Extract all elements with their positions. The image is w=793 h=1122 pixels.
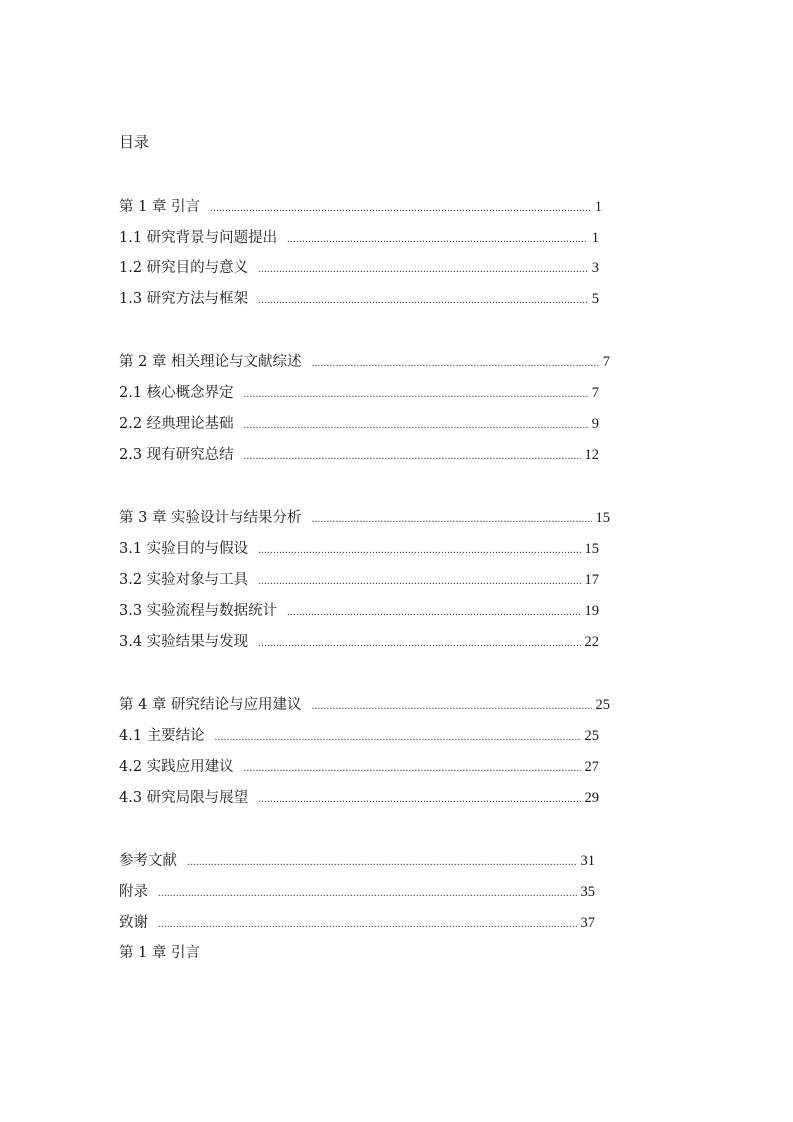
toc-entry-appendix[interactable]: [119, 882, 595, 902]
leader-dots: [158, 884, 577, 904]
toc-entry-page: 31: [580, 853, 595, 869]
leader-dots: [258, 291, 588, 311]
toc-title: 目录: [119, 133, 150, 151]
toc-entry-page: 27: [584, 759, 599, 775]
toc-entry-label: 3.1 实验目的与假设: [119, 541, 249, 557]
toc-entry-label: 参考文献: [119, 853, 177, 869]
toc-entry-label: 2.3 现有研究总结: [119, 447, 234, 463]
leader-dots: [258, 541, 580, 561]
toc-entry-label: 2.2 经典理论基础: [119, 416, 234, 432]
toc-entry-label: 4.3 研究局限与展望: [119, 790, 249, 806]
toc-entry-page: 19: [584, 603, 599, 619]
leader-dots: [244, 385, 588, 405]
toc-entry-chapter-4[interactable]: [119, 695, 610, 715]
toc-entry-label: 2.1 核心概念界定: [119, 385, 234, 401]
toc-entry-label: 3.2 实验对象与工具: [119, 572, 249, 588]
toc-entry-page: 15: [595, 510, 610, 526]
leader-dots: [258, 634, 580, 654]
toc-entry-label: 第 1 章 引言: [119, 199, 201, 215]
toc-entry-page: 29: [584, 790, 599, 806]
toc-entry-page: 1: [594, 199, 602, 215]
toc-entry-section-3-4[interactable]: [119, 632, 599, 652]
toc-entry-page: 22: [584, 634, 599, 650]
toc-entry-label: 1.3 研究方法与框架: [119, 291, 249, 307]
toc-entry-label: 致谢: [119, 915, 148, 931]
toc-entry-section-4-2[interactable]: [119, 757, 599, 777]
toc-entry-section-2-2[interactable]: [119, 414, 599, 434]
toc-entry-page: 3: [591, 260, 599, 276]
toc-entry-page: 12: [584, 447, 599, 463]
leader-dots: [287, 230, 588, 250]
toc-entry-label: 第 3 章 实验设计与结果分析: [119, 510, 302, 526]
toc-entry-label: 第 4 章 研究结论与应用建议: [119, 697, 302, 713]
toc-entry-label: 附录: [119, 884, 148, 900]
leader-dots: [312, 697, 592, 717]
toc-entry-page: 25: [584, 728, 599, 744]
toc-entry-label: 3.3 实验流程与数据统计: [119, 603, 278, 619]
toc-entry-page: 7: [591, 385, 599, 401]
toc-entry-label: 4.1 主要结论: [119, 728, 205, 744]
toc-entry-chapter-1[interactable]: [119, 197, 602, 217]
toc-entry-section-1-2[interactable]: [119, 258, 599, 278]
toc-entry-page: 5: [591, 291, 599, 307]
toc-entry-section-2-1[interactable]: [119, 383, 599, 403]
toc-entry-page: 1: [591, 230, 599, 246]
toc-entry-page: 15: [584, 541, 599, 557]
leader-dots: [158, 915, 577, 935]
leader-dots: [244, 447, 581, 467]
toc-entry-label: 1.1 研究背景与问题提出: [119, 230, 278, 246]
toc-entry-label: 3.4 实验结果与发现: [119, 634, 249, 650]
toc-entry-label: 第 2 章 相关理论与文献综述: [119, 354, 302, 370]
leader-dots: [258, 260, 588, 280]
toc-entry-section-3-3[interactable]: [119, 601, 599, 621]
leader-dots: [244, 759, 581, 779]
leader-dots: [312, 354, 599, 374]
toc-entry-label: 1.2 研究目的与意义: [119, 260, 249, 276]
leader-dots: [210, 199, 591, 219]
leader-dots: [244, 416, 588, 436]
toc-entry-section-4-3[interactable]: [119, 788, 599, 808]
leader-dots: [187, 853, 577, 873]
toc-entry-section-1-3[interactable]: [119, 289, 599, 309]
toc-entry-section-4-1[interactable]: [119, 726, 599, 746]
leader-dots: [287, 603, 580, 623]
toc-entry-page: 35: [580, 884, 595, 900]
toc-entry-label: 4.2 实践应用建议: [119, 759, 234, 775]
toc-entry-acknowledgements[interactable]: [119, 913, 595, 933]
toc-entry-chapter-2[interactable]: [119, 352, 610, 372]
toc-entry-page: 7: [602, 354, 610, 370]
toc-entry-section-2-3[interactable]: [119, 445, 599, 465]
leader-dots: [312, 510, 592, 530]
toc-entry-section-3-1[interactable]: [119, 539, 599, 559]
leader-dots: [258, 572, 580, 592]
toc-entry-page: 9: [591, 416, 599, 432]
leader-dots: [215, 728, 581, 748]
leader-dots: [258, 790, 580, 810]
toc-entry-page: 37: [580, 915, 595, 931]
toc-entry-chapter-3[interactable]: [119, 508, 610, 528]
toc-entry-page: 17: [584, 572, 599, 588]
toc-entry-page: 25: [595, 697, 610, 713]
toc-entry-references[interactable]: [119, 851, 595, 871]
chapter-heading: 第 1 章 引言: [119, 945, 201, 961]
toc-entry-section-3-2[interactable]: [119, 570, 599, 590]
toc-entry-section-1-1[interactable]: [119, 228, 599, 248]
